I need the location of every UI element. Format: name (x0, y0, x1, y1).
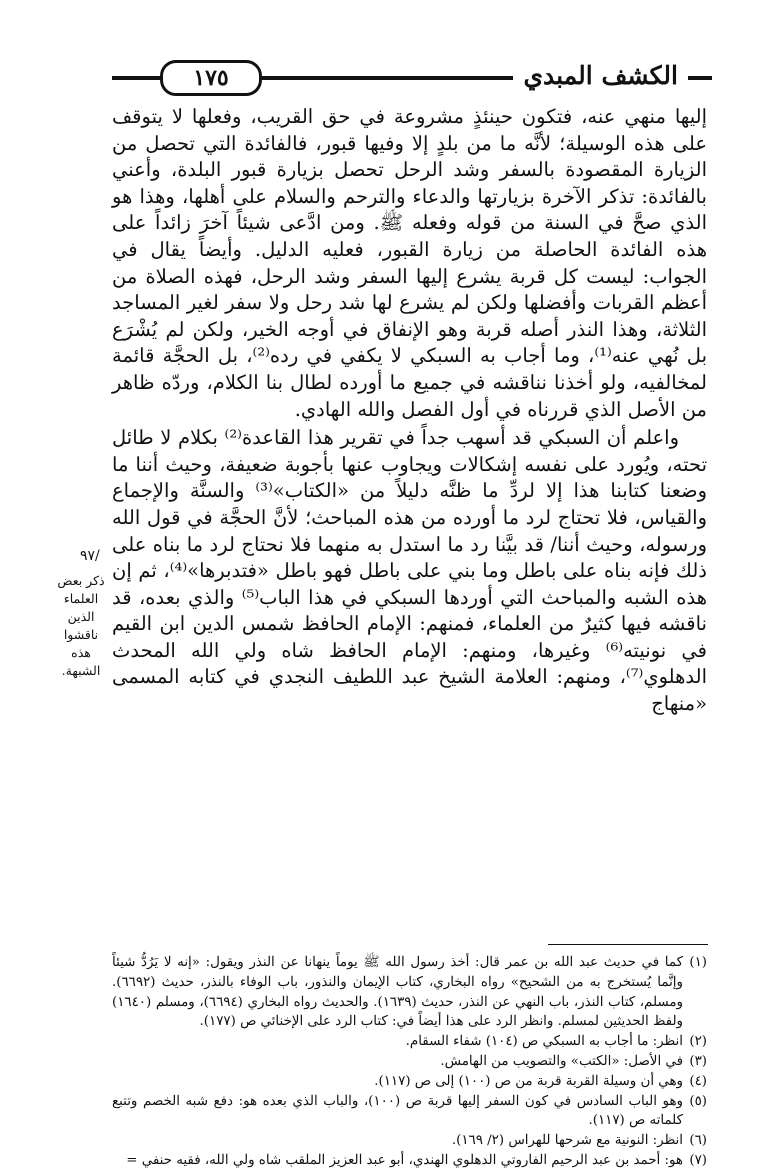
footnotes (112, 953, 707, 1171)
footnote-text: انظر: ما أجاب به السبكي ص (١٠٤) شفاء السقام. (405, 1034, 683, 1050)
footnote (112, 1072, 707, 1092)
footnote-text: في الأصل: «الكتب» والتصويب من الهامش. (440, 1053, 683, 1069)
footnote-separator (548, 944, 708, 945)
margin-page-ref: ٩٧/ (80, 548, 100, 564)
page-header (112, 58, 712, 94)
footnote (112, 953, 707, 1032)
footnote (112, 1131, 707, 1151)
footnote-number: (١) (689, 955, 707, 970)
footnote-number: (٤) (689, 1073, 707, 1089)
footnote (112, 1052, 707, 1072)
footnote-text: كما في حديث عبد الله بن عمر قال: أخذ رسول الله ﷺ يوماً ينهانا عن النذر ويقول: «إنه لا يَرُدُّ شيئاً وإنَّما يُستخرج به من الشحيح» رواه البخاري، كتاب الإيمان والنذور، باب الوفاء بالنذر، حديث (٦٦٩٢). ومسلم، كتاب النذر، باب النهي عن النذر، حديث (١٦٣٩). والحديث رواه البخاري (٦٦٩٤)، ومسلم (١٦٤٠) ولفظ الحديثين لمسلم. وانظر الرد على هذا أيضاً في: كتاب الرد على الإخنائي ص (١٧٧). (112, 955, 683, 1030)
margin-note (52, 550, 110, 680)
footnote-number: (٣) (689, 1053, 707, 1069)
footnote-number: (٢) (689, 1034, 707, 1050)
main-text (112, 104, 707, 718)
footnote-text: هو: أحمد بن عبد الرحيم الفاروتي الدهلوي الهندي، أبو عبد العزيز الملقب شاه ولي الله، فقيه حنفي = (126, 1152, 683, 1168)
footnote-number: (٧) (689, 1152, 707, 1168)
footnote-number: (٥) (689, 1093, 707, 1109)
paragraph: إليها منهي عنه، فتكون حينئذٍ مشروعة في حق القريب، وفعلها لا يتوقف على هذه الوسيلة؛ لأنَّه ما من بلدٍ إلا وفيها قبور، فالفائدة التي تحصل من الزيارة المقصودة بالسفر وشد الرحل تحصل بزيارة قبور البلدة، وأعني بالفائدة: تذكر الآخرة بزيارتها والدعاء والترحم والسلام على أهلها، وهذا هو الذي صحَّ في السنة من قوله وفعله ﷺ. ومن ادَّعى شيئاً آخرَ زائداً على هذه الفائدة الحاصلة من زيارة القبور، فعليه الدليل. وأيضاً يقال في الجواب: ليست كل قربة يشرع إليها السفر وشد الرحل، فهذه الصلاة من أعظم القربات وأفضلها ولكن لم يشرع لها شد رحل ولا سفر لغير المساجد الثلاثة، وهذا النذر أصله قربة وهو الإنفاق في أوجه الخير، ولكن لم يُشْرَع بل نُهي عنه⁽¹⁾، وما أجاب به السبكي لا يكفي في رده⁽²⁾، بل الحجَّة قائمة لمخالفيه، ولو أخذنا نناقشه في جميع ما أورده لطال بنا الكلام، وردّه ظاهر من الأصل الذي قررناه في أول الفصل والله الهادي. (112, 105, 707, 421)
book-title: الكشف المبدي (513, 58, 688, 92)
margin-note-text: ذكر بعض العلماء الذين ناقشوا هذه الشبهة. (57, 573, 105, 678)
paragraph: واعلم أن السبكي قد أسهب جداً في تقرير هذا القاعدة⁽²⁾ بكلام لا طائل تحته، ويُورد على نفسه إشكالات ويجاوب عنها بأجوبة ضعيفة، وحيث أننا ما وضعنا كتابنا هذا إلا لردِّ ما ظنَّه دليلاً من «الكتاب»⁽³⁾ والسنَّة والإجماع والقياس، فلا تحتاج لرد ما أورده من هذه المباحث؛ لأنَّ الحجَّة في قول الله ورسوله، وحيث أننا/ قد بيَّنا رد ما استدل به منهما فلا نحتاج لرد ما بناه على ذلك فإنه بناه على باطل وما بني على باطل فهو باطل «فتدبرها»⁽⁴⁾، ثم إن هذه الشبه والمباحث التي أوردها السبكي في هذا الباب⁽⁵⁾ والذي بعده، قد ناقشه فيها كثيرٌ من العلماء، فمنهم: الإمام الحافظ شمس الدين ابن القيم في نونيته⁽⁶⁾ وغيرها، ومنهم: الإمام الحافظ شاه ولي الله المحدث الدهلوي⁽⁷⁾، ومنهم: العلامة الشيخ عبد اللطيف النجدي في كتابه المسمى «منهاج (112, 426, 708, 716)
footnote (112, 1151, 707, 1171)
footnote-text: وهي أن وسيلة القربة قربة من ص (١٠٠) إلى ص (١١٧). (374, 1073, 683, 1089)
footnote-number: (٦) (689, 1133, 707, 1149)
footnote-text: انظر: النونية مع شرحها للهراس (٢/ ١٦٩). (451, 1133, 683, 1149)
footnote-text: وهو الباب السادس في كون السفر إليها قربة ص (١٠٠)، والباب الذي بعده هو: دفع شبه الخصم وتتبع كلماته ص (١١٧). (112, 1093, 683, 1129)
page-number: ١٧٥ (160, 60, 262, 96)
footnote (112, 1032, 707, 1052)
